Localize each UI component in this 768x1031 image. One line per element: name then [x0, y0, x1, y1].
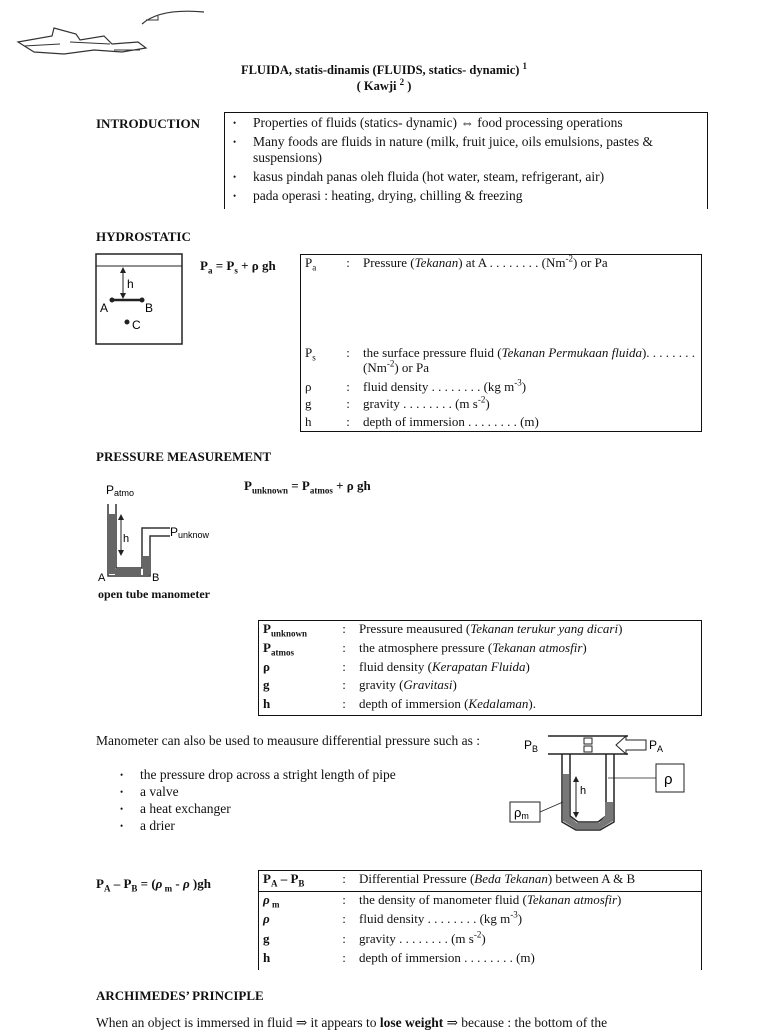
- b-label: B: [145, 301, 154, 315]
- table-row: g : gravity . . . . . . . . (m $s^{-2}$): [263, 929, 486, 946]
- list-item: • a heat exchanger: [112, 801, 492, 817]
- list-item: • pada operasi : heating, drying, chilling & freezing: [225, 188, 707, 204]
- table-row: $P_a$ : Pressure (Tekanan) at A . . . . . . . . $(Nm^{-2})$ or Pa: [305, 253, 608, 273]
- archimedes-text: When an object is immersed in fluid ⇒ it appears to lose weight ⇒ because : the bottom of the: [96, 1015, 608, 1030]
- b-label: B: [152, 572, 160, 584]
- differential-uses-list: [112, 767, 492, 835]
- table-row: ρ : fluid density (Kerapatan Fluida): [263, 658, 530, 674]
- intro-heading: INTRODUCTION: [96, 116, 201, 131]
- table-row: h : depth of immersion . . . . . . . . (m): [305, 413, 539, 429]
- punknown-label: Punknow: [170, 525, 210, 540]
- patmo-label: Patmo: [106, 483, 135, 498]
- open-tube-manometer-figure: [96, 480, 216, 584]
- archimedes-heading: ARCHIMEDES’ PRINCIPLE: [96, 988, 264, 1003]
- pa-label: $P_A$: [649, 738, 664, 754]
- rho-label: ρ: [664, 771, 673, 788]
- hydrostatic-heading: HYDROSTATIC: [96, 229, 191, 244]
- list-item: • kasus pindah panas oleh fluida (hot water, steam, refrigerant, air): [225, 169, 707, 185]
- doc-author: ( Kawji $^2$ ): [356, 76, 412, 93]
- table-row: $P_{atmos}$ : the atmosphere pressure (Tekanan atmosfir): [263, 639, 587, 658]
- h-label: h: [123, 533, 130, 545]
- hydrostatic-definitions: [300, 254, 702, 432]
- list-item: • the pressure drop across a stright length of pipe: [112, 767, 492, 783]
- table-row: $P_{unknown}$ : Pressure meausured (Tekanan terukur yang dicari): [263, 621, 623, 639]
- manometer-definitions: [258, 620, 702, 716]
- hydrostatic-container-figure: [94, 252, 184, 346]
- manometer-paragraph: Manometer can also be used to meausure differential pressure such as :: [96, 733, 480, 748]
- table-row: $P_s$ : the surface pressure fluid (Tekanan Permukaan fluida). . . . . . . . $(Nm^{-2})$ or Pa: [305, 344, 696, 375]
- a-label: A: [98, 572, 106, 584]
- intro-box: [224, 112, 708, 209]
- a-label: A: [100, 301, 109, 315]
- manometer-caption: open tube manometer: [98, 587, 210, 601]
- list-item: • a valve: [112, 784, 492, 800]
- table-row: g : gravity . . . . . . . . (m $s^{-2}$): [305, 395, 490, 412]
- hydrostatic-equation: $P_a = P_s + \rho$ gh: [200, 258, 276, 276]
- list-item: • Many foods are fluids in nature (milk, fruit juice, oils emulsions, pastes & suspensions): [225, 134, 707, 166]
- list-item: • Properties of fluids (statics- dynamic) ⇔ food processing operations: [225, 115, 707, 131]
- doc-title: FLUIDA, statis-dinamis (FLUIDS, statics- dynamic) $^1$: [240, 60, 528, 77]
- pressure-heading: PRESSURE MEASUREMENT: [96, 449, 272, 464]
- manometer-equation: $P_{unknown} = P_{atmos} + \rho$ gh: [244, 478, 371, 496]
- intro-list: [225, 115, 707, 204]
- h-label: h: [127, 277, 134, 291]
- h-label: h: [580, 785, 587, 797]
- table-row: ρ : fluid density . . . . . . . . (kg $m^{-3}$): [263, 910, 523, 927]
- table-row: h : depth of immersion (Kedalaman).: [263, 696, 536, 712]
- table-row: h : depth of immersion . . . . . . . . (m): [263, 950, 535, 966]
- c-label: C: [132, 318, 141, 332]
- pb-label: $P_B$: [524, 738, 539, 754]
- table-row: ρ $_m$ : the density of manometer fluid (Tekanan atmosfir): [263, 891, 622, 910]
- differential-definitions: [258, 870, 702, 970]
- list-item: • a drier: [112, 818, 492, 834]
- rho-m-label: ρm: [514, 805, 529, 821]
- differential-manometer-figure: [508, 730, 698, 834]
- logo-scribble: [14, 6, 214, 58]
- table-row: g : gravity (Gravitasi): [263, 677, 457, 693]
- table-row: $P_A - P_B$ : Differential Pressure (Beda Tekanan) between A & B: [259, 871, 702, 892]
- table-row: ρ : fluid density . . . . . . . . (kg $m^{-3}$): [305, 377, 527, 395]
- differential-equation: $P_A - P_B = (\rho$ $_m$ - ρ )gh: [96, 876, 211, 894]
